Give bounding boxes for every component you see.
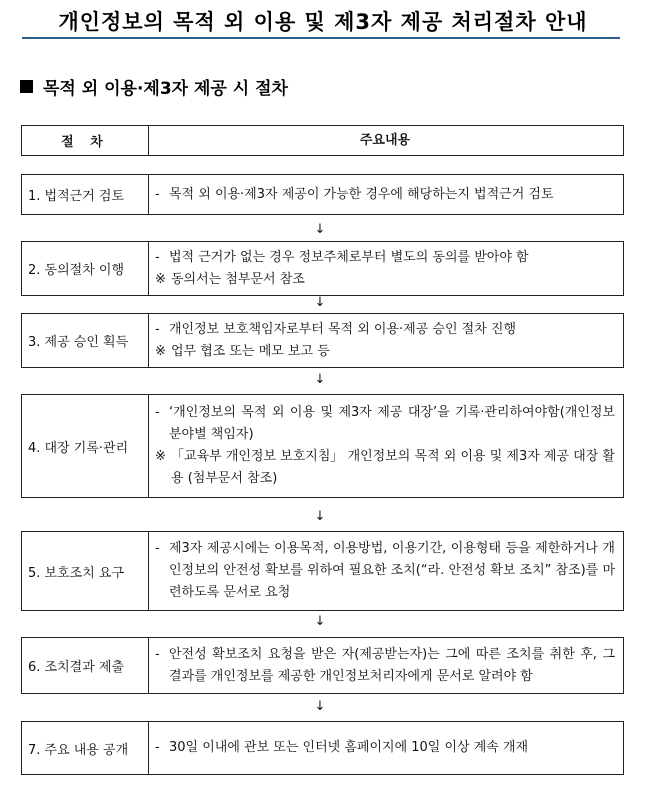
down-arrow-icon: ↓ <box>314 372 326 387</box>
step-row-2 <box>21 241 624 296</box>
step-label: 7. 주요 내용 공개 <box>22 722 149 774</box>
content-text: 개인정보 보호책임자로부터 목적 외 이용·제공 승인 절차 진행 <box>169 321 517 337</box>
step-label: 1. 법적근거 검토 <box>22 175 149 214</box>
header-step: 절 차 <box>22 126 149 155</box>
step-content <box>149 722 623 774</box>
content-text: 목적 외 이용·제3자 제공이 가능한 경우에 해당하는지 법적근거 검토 <box>169 186 554 202</box>
dash-marker: - <box>155 405 160 420</box>
step-label: 6. 조치결과 제출 <box>22 638 149 693</box>
content-text: 제3자 제공시에는 이용목적, 이용방법, 이용기간, 이용형태 등을 제한하거나 개인정보의 안전성 확보를 위하여 필요한 조치(“라. 안전성 확보 조치” 참조)를 마련하도록 문서로 요청 <box>169 541 615 600</box>
step-row-1 <box>21 174 624 215</box>
down-arrow-icon: ↓ <box>314 509 326 524</box>
down-arrow-icon: ↓ <box>314 614 326 629</box>
content-text: 30일 이내에 관보 또는 인터넷 홈페이지에 10일 이상 계속 개재 <box>169 740 529 755</box>
content-text: 동의서는 첨부문서 참조 <box>171 271 305 287</box>
content-text: 법적 근거가 없는 경우 정보주체로부터 별도의 동의를 받아야 함 <box>169 249 529 265</box>
note-marker: ※ <box>155 449 166 464</box>
step-row-6 <box>21 637 624 694</box>
step-label: 5. 보호조치 요구 <box>22 532 149 610</box>
content-text: ‘개인정보의 목적 외 이용 및 제3자 제공 대장’을 기록·관리하여야함(개인정보 분야별 책임자) <box>169 405 615 442</box>
step-label: 4. 대장 기록·관리 <box>22 395 149 497</box>
document-title: 개인정보의 목적 외 이용 및 제3자 제공 처리절차 안내 <box>58 10 588 34</box>
dash-marker: - <box>155 186 160 202</box>
step-content <box>149 175 623 214</box>
dash-marker: - <box>155 646 160 662</box>
content-line <box>155 247 615 269</box>
note-marker: ※ <box>155 343 166 359</box>
content-line <box>155 184 615 206</box>
step-row-7 <box>21 721 624 775</box>
step-row-4 <box>21 394 624 498</box>
step-row-5 <box>21 531 624 611</box>
dash-marker: - <box>155 541 160 556</box>
dash-marker: - <box>155 321 160 337</box>
step-content <box>149 638 623 693</box>
title-underline <box>22 37 620 39</box>
step-content <box>149 395 623 497</box>
content-line <box>155 538 615 604</box>
step-content <box>149 314 623 367</box>
section-heading-text: 목적 외 이용·제3자 제공 시 절차 <box>43 79 288 99</box>
content-text: 「교육부 개인정보 보호지침」 개인정보의 목적 외 이용 및 제3자 제공 대장 활용 (첨부문서 참조) <box>171 449 615 486</box>
content-line <box>155 341 615 363</box>
content-line <box>155 737 615 759</box>
content-line <box>155 269 615 291</box>
step-row-3 <box>21 313 624 368</box>
dash-marker: - <box>155 740 160 755</box>
note-marker: ※ <box>155 271 166 287</box>
section-heading <box>20 74 288 99</box>
content-text: 안전성 확보조치 요청을 받은 자(제공받는자)는 그에 따른 조치를 취한 후, 그 결과를 개인정보를 제공한 개인정보처리자에게 문서로 알려야 함 <box>169 646 615 684</box>
square-bullet-icon <box>20 80 33 93</box>
step-content <box>149 532 623 610</box>
step-content <box>149 242 623 295</box>
content-line <box>155 446 615 490</box>
down-arrow-icon: ↓ <box>314 699 326 714</box>
content-line <box>155 402 615 446</box>
step-label: 3. 제공 승인 획득 <box>22 314 149 367</box>
table-header <box>21 125 624 156</box>
content-text: 업무 협조 또는 메모 보고 등 <box>171 343 330 359</box>
down-arrow-icon: ↓ <box>314 222 326 237</box>
content-line <box>155 319 615 341</box>
dash-marker: - <box>155 249 160 265</box>
content-line <box>155 644 615 688</box>
down-arrow-icon: ↓ <box>314 295 326 310</box>
step-label: 2. 동의절차 이행 <box>22 242 149 295</box>
header-content: 주요내용 <box>359 132 411 148</box>
